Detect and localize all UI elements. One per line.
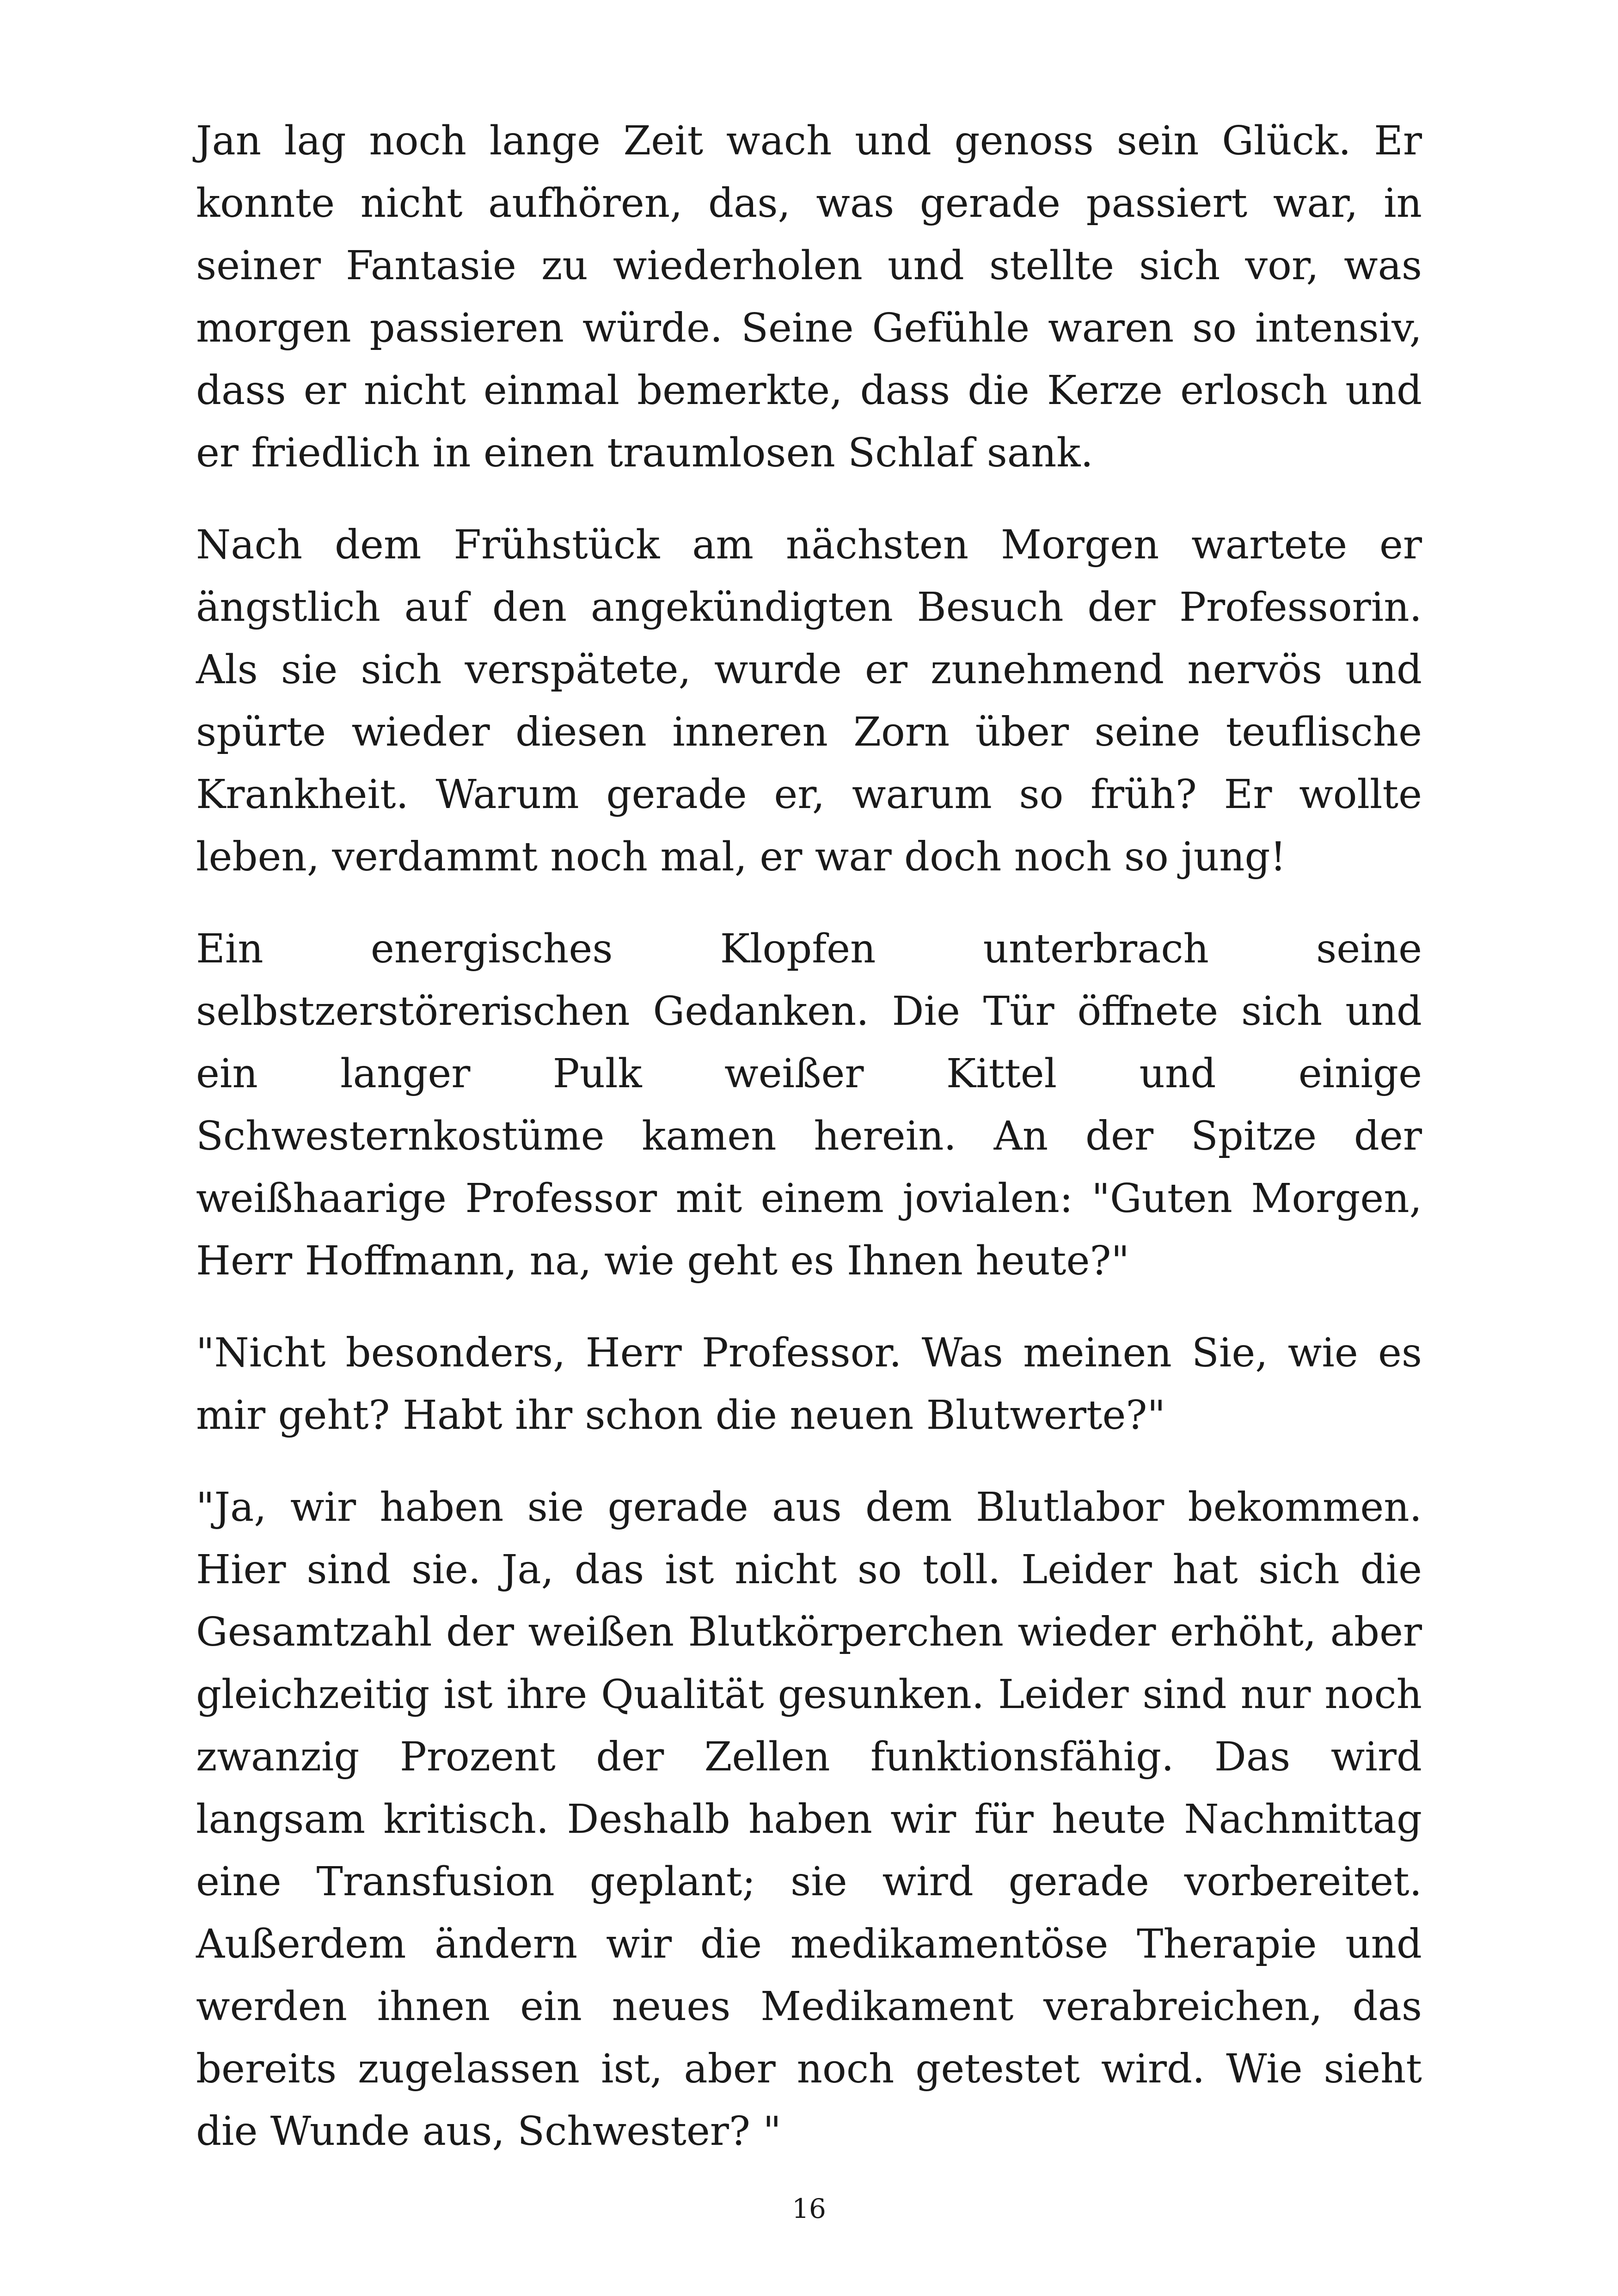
paragraph-2: Nach dem Frühstück am nächsten Morgen wartete er ängstlich auf den angekündigten Besuch der Professorin. Als sie sich verspätete, wurde er zunehmend nervös und spürte wieder diesen inneren Zorn über seine teuflische Krankheit. Warum gerade er, warum so früh? Er wollte leben, verdammt noch mal, er war doch noch so jung!	[196, 522, 1422, 880]
paragraph-5: "Ja, wir haben sie gerade aus dem Blutlabor bekommen. Hier sind sie. Ja, das ist nicht so toll. Leider hat sich die Gesamtzahl der weißen Blutkörperchen wieder erhöht, aber gleichzeitig ist ihre Qualität gesunken. Leider sind nur noch zwanzig Prozent der Zellen funktionsfähig. Das wird langsam kritisch. Deshalb haben wir für heute Nachmittag eine Transfusion geplant; sie wird gerade vorbereitet. Außerdem ändern wir die medikamentöse Therapie und werden ihnen ein neues Medikament verabreichen, das bereits zugelassen ist, aber noch getestet wird. Wie sieht die Wunde aus, Schwester? "	[196, 1484, 1422, 2155]
paragraph-1: Jan lag noch lange Zeit wach und genoss sein Glück. Er konnte nicht aufhören, das, was gerade passiert war, in seiner Fantasie zu wiederholen und stellte sich vor, was morgen passieren würde. Seine Gefühle waren so intensiv, dass er nicht einmal bemerkte, dass die Kerze erlosch und er friedlich in einen traumlosen Schlaf sank.	[196, 118, 1422, 476]
paragraph-4: "Nicht besonders, Herr Professor. Was meinen Sie, wie es mir geht? Habt ihr schon die neuen Blutwerte?"	[196, 1330, 1422, 1439]
page-number: 16	[792, 2193, 826, 2224]
body-text	[196, 110, 1422, 2163]
paragraph-3: Ein energisches Klopfen unterbrach seine selbstzerstörerischen Gedanken. Die Tür öffnete sich und ein langer Pulk weißer Kittel und einige Schwesternkostüme kamen herein. An der Spitze der weißhaarige Professor mit einem jovialen: "Guten Morgen, Herr Hoffmann, na, wie geht es Ihnen heute?"	[196, 926, 1422, 1284]
